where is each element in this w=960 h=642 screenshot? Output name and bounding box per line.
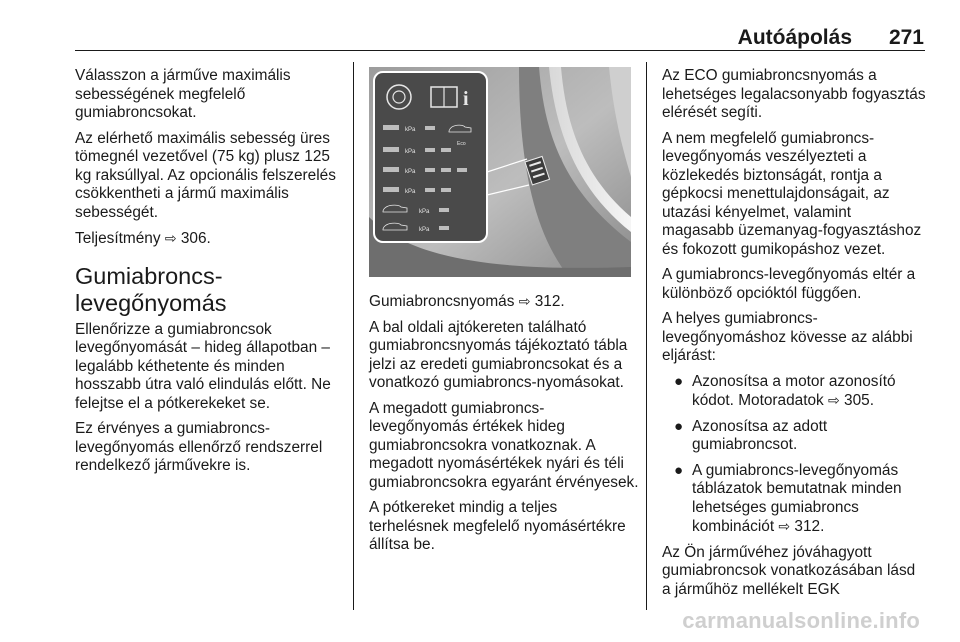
bullet-icon: ●: [674, 461, 684, 479]
bullet-icon: ●: [674, 372, 684, 390]
svg-text:i: i: [463, 88, 469, 110]
paragraph: [369, 292, 639, 312]
paragraph: Válasszon a járműve maximális sebességének megfelelő gumiabroncsokat.: [75, 67, 291, 121]
list-item: [662, 418, 927, 455]
paragraph: Az Ön járművéhez jóváhagyott gumiabroncsok vonatkozásában lásd a járműhöz mellékelt EGK: [662, 543, 916, 598]
paragraph: A gumiabroncs-levegőnyomás eltér a különböző opcióktól függően.: [662, 266, 916, 302]
reference-arrow-icon: ⇨: [778, 518, 791, 534]
column-1: [75, 67, 347, 483]
paragraph: A pótkereket mindig a teljes terhelésnek megfelelő nyomásértékre állítsa be.: [369, 499, 626, 553]
svg-text:kPa: kPa: [405, 149, 416, 155]
bullet-list: [662, 373, 927, 537]
list-item: [662, 462, 927, 537]
list-item-text: Azonosítsa a motor azonosító kódot. Motoradatok: [692, 372, 896, 409]
column-2: [369, 292, 639, 562]
page-header: [0, 0, 960, 50]
paragraph-text: Gumiabroncsnyomás: [369, 293, 519, 310]
watermark: carmanualsonline.info: [682, 608, 920, 633]
svg-text:kPa: kPa: [405, 127, 416, 133]
paragraph: Ellenőrizze a gumiabroncsok levegőnyomását – hideg állapotban – legalább kéthetente és minden hosszabb útra való elindulás előtt. Ne felejtse el a pótkerekeket se.: [75, 320, 331, 412]
section-heading: Gumiabroncs-levegőnyomás: [75, 262, 227, 316]
list-item-text: Azonosítsa az adott gumiabroncsot.: [692, 417, 828, 453]
svg-text:Eco: Eco: [457, 141, 466, 147]
page-reference-link[interactable]: 305.: [844, 392, 875, 409]
reference-arrow-icon: ⇨: [164, 230, 177, 246]
bullet-icon: ●: [674, 417, 684, 435]
list-item-text: A gumiabroncs-levegőnyomás táblázatok bemutatnak minden lehetséges gumiabroncs kombinációt: [692, 461, 902, 535]
paragraph: Az ECO gumiabroncsnyomás a lehetséges legalacsonyabb fogyasztás elérését segíti.: [662, 67, 926, 121]
paragraph: A helyes gumiabroncs-levegőnyomáshoz kövesse az alábbi eljárást:: [662, 310, 913, 364]
reference-arrow-icon: ⇨: [828, 392, 840, 408]
chapter-title: Autóápolás: [737, 26, 852, 49]
page-reference-link[interactable]: 312.: [534, 293, 565, 310]
paragraph: A megadott gumiabroncs-levegőnyomás értékek hideg gumiabroncsokra vonatkoznak. A megadott nyomásértékek nyári és téli gumiabroncsokra egyaránt érvényesek.: [369, 399, 639, 491]
page-number: 271: [888, 26, 924, 49]
svg-text:kPa: kPa: [419, 209, 430, 215]
paragraph: A nem megfelelő gumiabroncs-levegőnyomás veszélyezteti a közlekedés biztonságát, rontja a gépkocsi menettulajdonságait, az utazási kényelmet, valamint magasabb üzemanyag-fogyasztáshoz és fokozott gumikopáshoz vezet.: [662, 129, 922, 258]
svg-text:kPa: kPa: [419, 227, 430, 233]
paragraph: Az elérhető maximális sebesség üres tömegnél vezetővel (75 kg) plusz 125 kg raksúllyal. Az opcionális felszerelés csökkentheti a jármű maximális sebességét.: [75, 129, 336, 221]
paragraph: A bal oldali ajtókereten található gumiabroncsnyomás tájékoztató tábla jelzi az eredeti gumiabroncsokat és a vonatkozó gumiabroncs-nyomásokat.: [369, 318, 628, 391]
column-divider-2: [646, 62, 647, 610]
page-reference-link[interactable]: 312.: [794, 518, 825, 535]
paragraph: Ez érvényes a gumiabroncs-levegőnyomás ellenőrző rendszerrel rendelkező járművekre is.: [75, 420, 323, 474]
svg-text:kPa: kPa: [405, 169, 416, 175]
svg-text:kPa: kPa: [405, 189, 416, 195]
tire-pressure-label-illustration: [369, 67, 631, 277]
paragraph-text: Teljesítmény: [75, 230, 165, 247]
page-reference-link[interactable]: 306.: [180, 230, 211, 247]
column-divider-1: [353, 62, 354, 610]
column-3: [662, 67, 927, 606]
list-item: [662, 373, 927, 411]
header-divider: [75, 50, 925, 51]
paragraph: [75, 229, 347, 249]
reference-arrow-icon: ⇨: [518, 293, 531, 309]
